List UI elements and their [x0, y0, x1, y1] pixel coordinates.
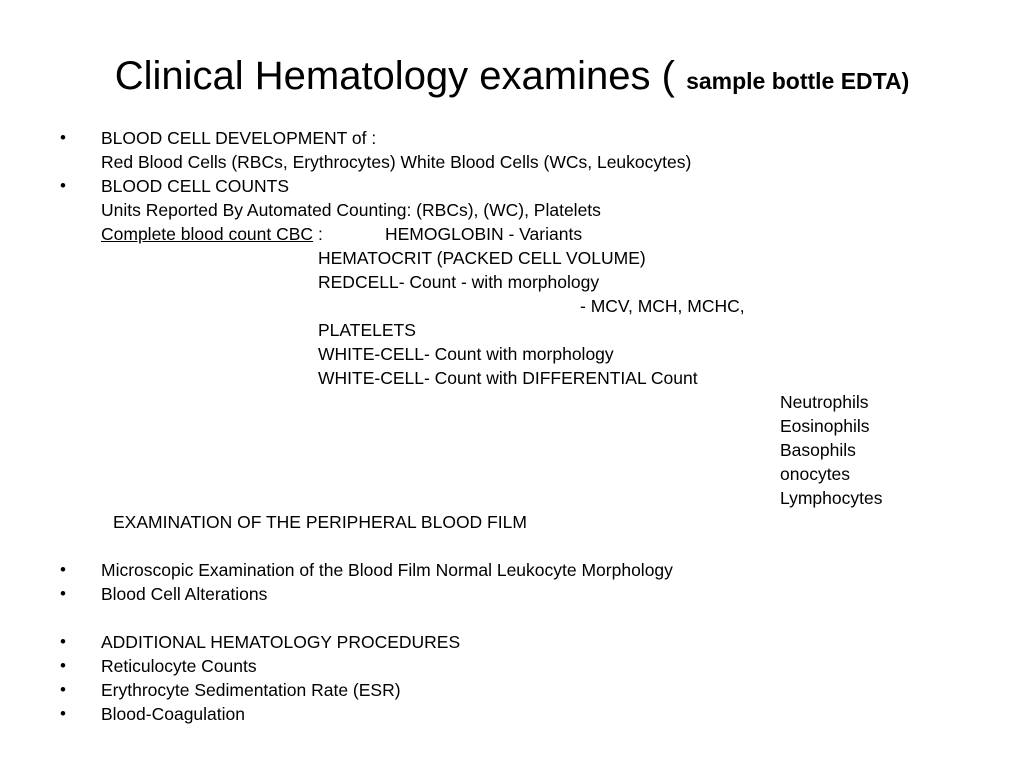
- section-blood-cell-development-detail: Red Blood Cells (RBCs, Erythrocytes) White Blood Cells (WCs, Leukocytes): [101, 152, 692, 172]
- cbc-item-whitecell-morphology: WHITE-CELL- Count with morphology: [318, 344, 614, 364]
- bullet-marker: •: [60, 584, 66, 603]
- bullet-marker: •: [60, 704, 66, 723]
- list-item: ADDITIONAL HEMATOLOGY PROCEDURES: [101, 632, 461, 652]
- bullet-marker: •: [60, 128, 66, 147]
- cbc-label: Complete blood count CBC: [101, 224, 314, 244]
- list-item: Reticulocyte Counts: [101, 656, 257, 676]
- list-item: Erythrocyte Sedimentation Rate (ESR): [101, 680, 401, 700]
- differential-item: onocytes: [780, 464, 851, 484]
- list-item: Blood-Coagulation: [101, 704, 245, 724]
- slide-title: [0, 52, 1024, 105]
- units-reported-line: Units Reported By Automated Counting: (RBCs), (WC), Platelets: [101, 200, 601, 220]
- bullet-marker: •: [60, 560, 66, 579]
- title-main: Clinical Hematology examines: [114, 54, 651, 98]
- title-subtitle: sample bottle EDTA): [686, 68, 910, 94]
- section-blood-cell-development-heading: BLOOD CELL DEVELOPMENT of :: [101, 128, 377, 148]
- differential-item: Eosinophils: [780, 416, 870, 436]
- section-blood-cell-counts-heading: BLOOD CELL COUNTS: [101, 176, 290, 196]
- cbc-item-whitecell-differential: WHITE-CELL- Count with DIFFERENTIAL Count: [318, 368, 698, 388]
- cbc-line: [101, 224, 323, 244]
- cbc-item-indices: - MCV, MCH, MCHC,: [580, 296, 745, 316]
- bullet-marker: •: [60, 680, 66, 699]
- list-item: Blood Cell Alterations: [101, 584, 268, 604]
- list-item: Microscopic Examination of the Blood Film Normal Leukocyte Morphology: [101, 560, 673, 580]
- bullet-marker: •: [60, 656, 66, 675]
- cbc-item-redcell: REDCELL- Count - with morphology: [318, 272, 600, 292]
- bullet-marker: •: [60, 632, 66, 651]
- cbc-item-hematocrit: HEMATOCRIT (PACKED CELL VOLUME): [318, 248, 646, 268]
- differential-item: Basophils: [780, 440, 856, 460]
- cbc-item-platelets: PLATELETS: [318, 320, 416, 340]
- title-paren: (: [661, 54, 675, 98]
- differential-item: Neutrophils: [780, 392, 869, 412]
- cbc-item-hemoglobin: HEMOGLOBIN - Variants: [385, 224, 583, 244]
- peripheral-blood-film-heading: EXAMINATION OF THE PERIPHERAL BLOOD FILM: [113, 512, 527, 532]
- differential-item: Lymphocytes: [780, 488, 883, 508]
- cbc-colon: :: [317, 224, 323, 244]
- bullet-marker: •: [60, 176, 66, 195]
